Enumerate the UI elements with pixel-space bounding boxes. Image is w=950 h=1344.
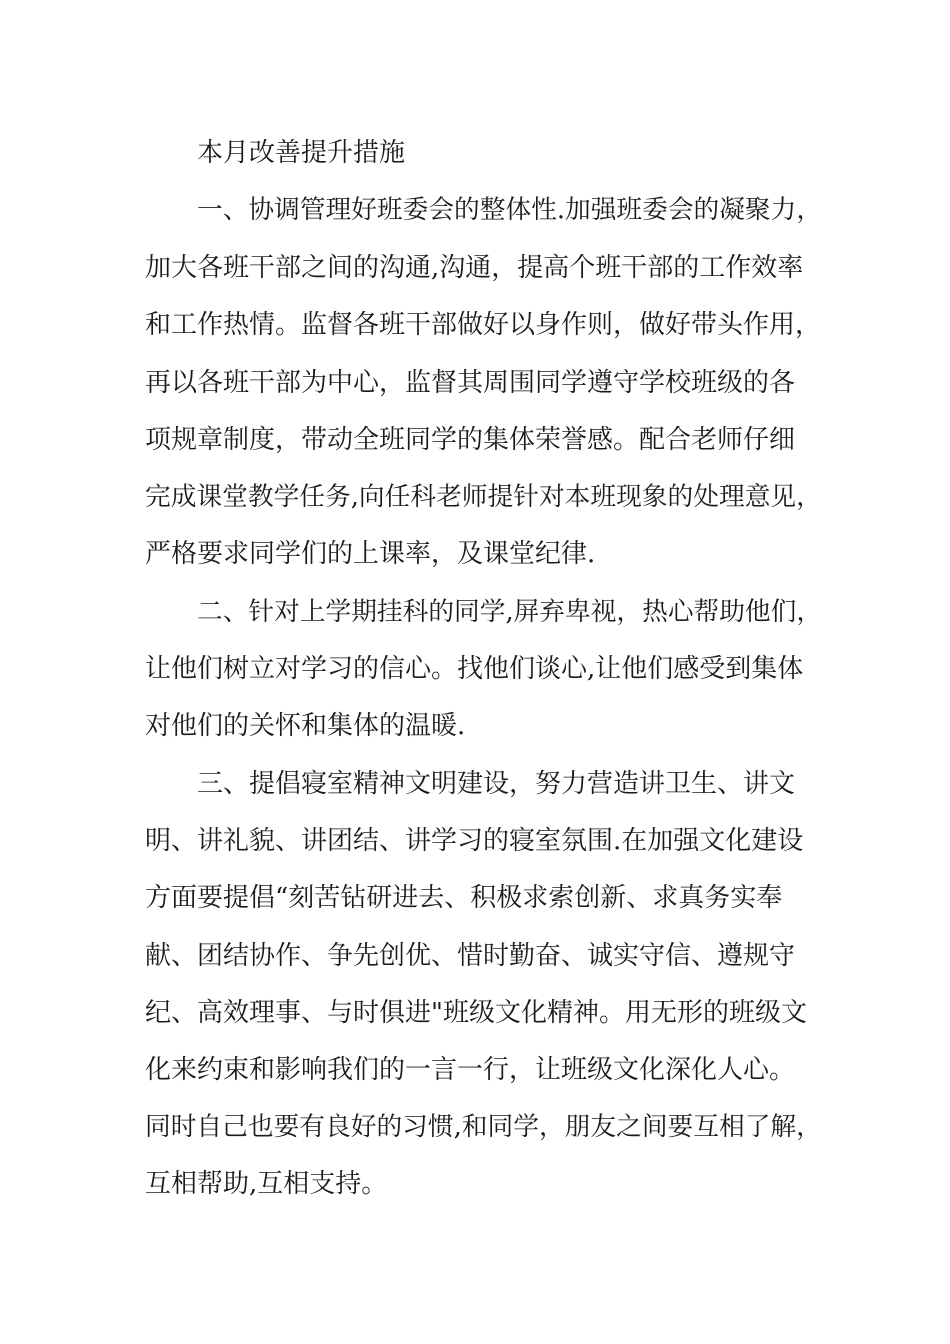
paragraph-2-line-3: 对他们的关怀和集体的温暖. — [145, 711, 466, 741]
paragraph-1-line-5: 项规章制度，带动全班同学的集体荣誉感。配合老师仔细 — [145, 425, 796, 455]
paragraph-1-line-4: 再以各班干部为中心，监督其周围同学遵守学校班级的各 — [145, 368, 796, 398]
paragraph-3-line-6: 化来约束和影响我们的一言一行，让班级文化深化人心。 — [145, 1055, 796, 1085]
paragraph-2-line-2: 让他们树立对学习的信心。找他们谈心,让他们感受到集体 — [145, 654, 804, 684]
paragraph-3-line-7: 同时自己也要有良好的习惯,和同学，朋友之间要互相了解， — [145, 1112, 822, 1142]
paragraph-2-line-1: 二、针对上学期挂科的同学,屏弃卑视，热心帮助他们， — [197, 597, 823, 627]
paragraph-1-line-1: 一、协调管理好班委会的整体性.加强班委会的凝聚力， — [197, 195, 823, 225]
paragraph-1-line-3: 和工作热情。监督各班干部做好以身作则，做好带头作用， — [145, 310, 822, 340]
document-heading: 本月改善提升措施 — [197, 138, 406, 168]
paragraph-3-line-3: 方面要提倡“刻苦钻研进去、积极求索创新、求真务实奉 — [145, 883, 783, 913]
paragraph-3-line-1: 三、提倡寝室精神文明建设，努力营造讲卫生、讲文 — [197, 769, 796, 799]
paragraph-1-line-2: 加大各班干部之间的沟通,沟通，提高个班干部的工作效率 — [145, 253, 804, 283]
paragraph-1-line-7: 严格要求同学们的上课率，及课堂纪律. — [145, 539, 596, 569]
paragraph-3-line-4: 献、团结协作、争先创优、惜时勤奋、诚实守信、遵规守 — [145, 941, 796, 971]
paragraph-1-line-6: 完成课堂教学任务,向任科老师提针对本班现象的处理意见， — [145, 482, 822, 512]
paragraph-3-line-5: 纪、高效理事、与时俱进"班级文化精神。用无形的班级文 — [145, 998, 807, 1028]
paragraph-3-line-2: 明、讲礼貌、讲团结、讲学习的寝室氛围.在加强文化建设 — [145, 826, 804, 856]
paragraph-3-line-8: 互相帮助,互相支持。 — [145, 1169, 388, 1199]
